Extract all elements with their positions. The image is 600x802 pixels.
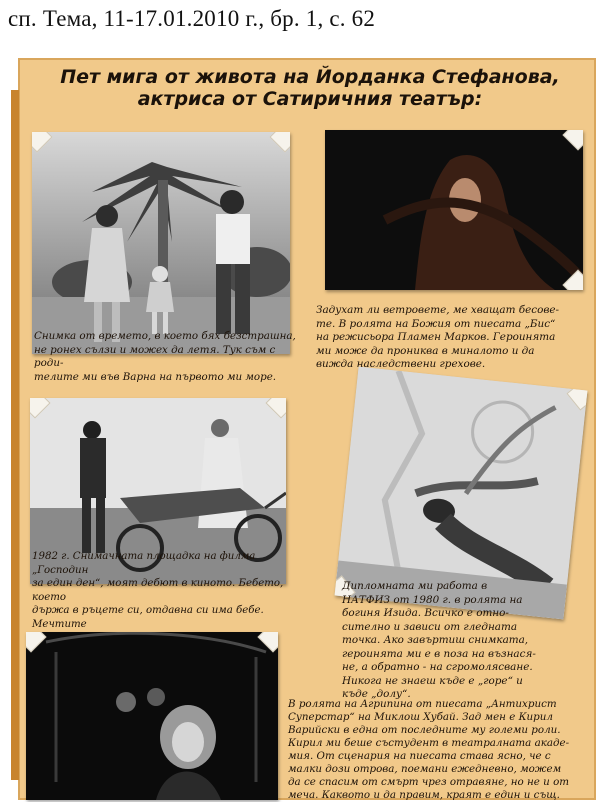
photo-bis-role — [325, 130, 583, 290]
photo-family-seaside — [32, 132, 290, 354]
source-header: сп. Тема, 11-17.01.2010 г., бр. 1, с. 62 — [8, 6, 376, 31]
caption-film-set: 1982 г. Снимачната площадка на филма „Господин за един ден“, моят дебют в киното. Бебето, което държа в ръцете си, отдавна си има бебе. Мечтите — [32, 551, 284, 630]
article-panel — [18, 58, 596, 800]
caption-family-seaside: Снимка от времето, в което бях безстрашна, не ронех сълзи и можех да летя. Тук съм с роди- телите ми във Варна на първото ми море. — [34, 330, 296, 383]
caption-bis-role: Задухат ли ветровете, ме хващат бесове- те. В ролята на Божия от пиесата „Бис“ на режисьора Пламен Марков. Героинята ми може да прониква в миналото и да вижда наследствени грехове. — [316, 304, 560, 370]
photo-family-seaside-image — [32, 132, 290, 354]
photo-agrippina-role — [26, 632, 278, 800]
caption-agrippina-role: В ролята на Агрипина от пиесата „Антихрист Суперстар“ на Миклош Хубай. Зад мен е Кирил Варийски в една от последните му големи роли. Кирил ми беше състудент в театралната акаде- мия. От сценария на пиесата става ясно, че с малки дози отрова, поемани ежедневно, можем да се спасим от смърт чрез отравяне, но не и от меча. Каквото и да правим, краят е един и същ. — [288, 698, 570, 801]
caption-isis-role: Дипломната ми работа в НАТФИЗ от 1980 г. в ролята на богиня Изида. Всичко е отно- сително и зависи от гледната точка. Ако завъртиш снимката, героинята ми е в поза на възнася- не, а обратно - на сгромолясване. Никога не знаеш къде е „горе“ и къде „долу“. — [342, 580, 536, 700]
article-title — [30, 66, 590, 110]
photo-agrippina-role-image — [26, 632, 278, 800]
photo-bis-role-image — [325, 130, 583, 290]
title-line-2: актриса от Сатиричния театър: — [137, 88, 483, 110]
title-line-1: Пет мига от живота на Йорданка Стефанова, — [60, 66, 560, 88]
